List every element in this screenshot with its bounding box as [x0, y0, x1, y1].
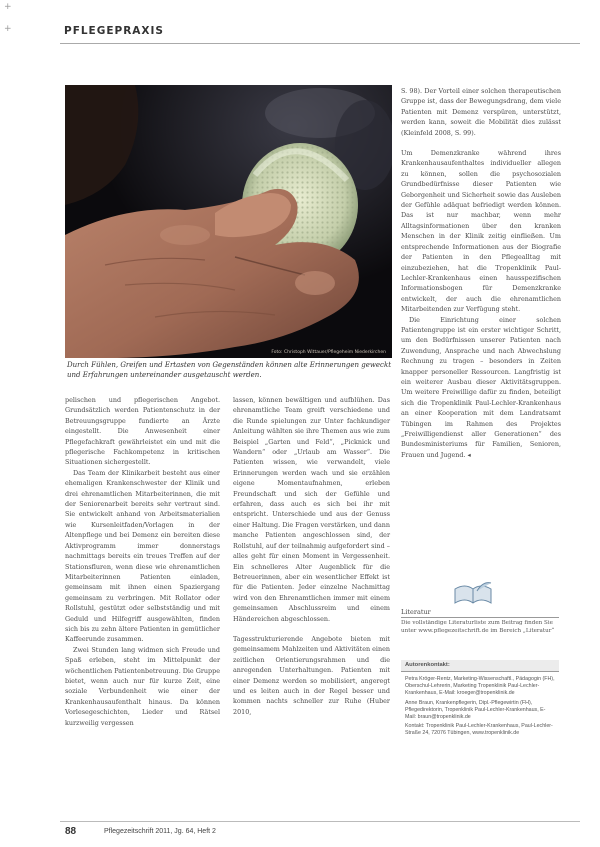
hand-holding-fruit-image	[65, 85, 392, 358]
registration-mark: +	[4, 2, 12, 12]
footer-rule	[60, 821, 580, 822]
section-title: PFLEGEPRAXIS	[64, 25, 164, 37]
article-photo	[65, 85, 392, 358]
open-book-icon	[451, 581, 495, 607]
paragraph: S. 98). Der Vorteil einer solchen therapeutischen Gruppe ist, dass der Bewegungsdrang, dem viele Patienten mit Demenz verspüren, unterstützt, werden kann, soweit die Mobilität dies zulässt (Kleinfeld 2008, S. 99).	[401, 87, 561, 137]
page-number: 88	[65, 826, 77, 837]
registration-mark: +	[4, 24, 12, 34]
contact-entry: Kontakt: Tropenklinik Paul-Lechler-Krankenhaus, Paul-Lechler-Straße 24, 72076 Tübingen, www.tropenklinik.de	[405, 723, 553, 737]
literature-text: Die vollständige Literaturliste zum Beitrag finden Sie unter www.pflegezeitschrift.de im Bereich „Literatur“	[401, 620, 555, 634]
body-column-middle	[233, 395, 390, 717]
contact-entry: Petra Kröger-Rentz, Marketing-Wissenschaftl., Pädagogin (FH), Oberschul-Lehrerin, Marketing Tropenklinik Paul-Lechler-Krankenhaus, E-Mail: kroeger@tropenklinik.de	[405, 676, 555, 697]
contact-title: Autorenkontakt:	[401, 660, 559, 671]
literature-title: Literatur	[401, 608, 431, 616]
author-contact-box	[401, 660, 559, 740]
paragraph: Um Demenzkranke während ihres Krankenhausaufenthaltes individueller allegen zu können, sollen die psychosozialen Grundbedürfnisse dieser Patienten wie Geborgenheit und Sicherheit sowie das Ausleben der Gefühle adäquat befriedigt werden können. Das ist nur machbar, wenn mehr Alltagsinformationen über den kranken Menschen in der Klinik zeitig einfließen. Um entsprechende Informationen aus der Biografie der Patienten in den Pflegealltag mit einzubeziehen, hat die Tropenklinik Paul-Lechler-Krankenhaus einen hausspezifischen Informationsbogen für Demenzkranke entwickelt, der auch die ehrenamtlichen Mitarbeitenden zur Verfügung steht.	[401, 149, 561, 314]
literature-box	[401, 581, 559, 647]
body-column-left	[65, 395, 220, 728]
header-rule	[60, 43, 580, 44]
body-column-right	[401, 86, 561, 460]
page-footer	[60, 826, 580, 840]
paragraph: Die Einrichtung einer solchen Patientengruppe ist ein erster wichtiger Schritt, um den Bedürfnissen unserer Patienten nach Zuwendung, Ansprache und nach Abwechslung Rechnung zu tragen – besonders in Zeiten knapper personeller Ressourcen. Langfristig ist ein weiterer Ausbau dieser Aktivitätsgruppen. Um weitere Freiwillige dafür zu finden, beteiligt sich die Tropenklinik Paul-Lechler-Krankenhaus an einer Kooperation mit dem Landratsamt Tübingen im Rahmen des Projektes „Freiwilligendienst aller Generationen“ des Bundesministeriums für Familien, Senioren, Frauen und Jugend. ◂	[401, 315, 561, 459]
paragraph: Zwei Stunden lang widmen sich Freude und Spaß erleben, steht im Mittelpunkt der wöchentlichen Patientenbetreuung. Die Gruppe bietet, wenn auch nur für kurze Zeit, eine soziale Verbundenheit wie einer der Krankenhausaufenthalt hinaus. Da können Vorlesegeschichten, Lieder und Rätsel kurzweilig vergessen	[65, 645, 220, 727]
paragraph: Das Team der Klinikarbeit besteht aus einer ehemaligen Krankenschwester der Klinik und drei ehrenamtlichen Mitarbeiterinnen, die mit der Seniorenarbeit bereits sehr vertraut sind. Sie entwickelt anhand von Arbeitsmaterialien wie Kursenleitfaden/Vorlagen in der Altenpflege und bei Demenz ein bereiten diese Aktivprogramm immer donnerstags nachmittags bereits ein treues Treffen auf der Stationsfluren, wenn diese wie ehrenamtlichen Mitarbeiterinnen Patienten einladen, gemeinsam mit ihnen einen Spaziergang gemeinsam zu verbringen. Mit Rollator oder Rollstuhl, gestützt oder selbstständig und mit Geduld und Hilfegriff ausgewählten, finden sich bis zu zehn ältere Patienten in gemütlicher Kaffeerunde zusammen.	[65, 468, 220, 644]
contact-entry: Anne Braun, Krankenpflegerin, Dipl.-Pflegewirtin (FH), Pflegedirektorin, Tropenklinik Paul-Lechler-Krankenhaus, E-Mail: braun@tropenklinik.de	[405, 699, 546, 721]
paragraph: lassen, können bewältigen und aufblühen. Das ehrenamtliche Team greift verschiedene und die Runde spielungen zur Unter fachkundiger Anleitung wählten sie ihre Themen aus wie zum Beispiel „Garten und Feld“, „Picknick und Wandern“ oder „Urlaub am Wasser“. Die Patienten wissen, wie verwandelt, viele Erinnerungen werden wach und sie erzählen eigene Momentaufnahmen, erleben Freundschaft und sich der Gefühle und erfahren, dass auch es sich bei ihr mit entspricht. Unterschiede und aus der Genuss einer Haltung. Die Fragen verstärken, und dann manche Patienten angeschlossen sind, der Rollstuhl, auf der teilnahmig aufgefordert sind – alles geht für einen Moment in Vergessenheit. Ein schnelleres Alter Augenblick für die Betreuerinnen, aber ein wesentlicher Effekt ist für die Patienten. Jeder einzelne Nachmittag wird von den Ehrenamtlichen immer mit einem gemeinsamen Abschlussreim und einem Händereichen abgeschlossen.	[233, 396, 390, 623]
divider	[401, 617, 559, 618]
journal-citation: Pflegezeitschrift 2011, Jg. 64, Heft 2	[104, 828, 216, 835]
paragraph: Tagesstrukturierende Angebote bieten mit gemeinsamem Mahlzeiten und Aktivitäten einen zeitlichen Orientierungsrahmen und die anregenden Unterhaltungen. Patienten mit einer Demenz werden so mobilisiert, angeregt und es leiten auch in der Regel besser und kommen nachts schneller zur Ruhe (Huber 2010,	[233, 634, 390, 716]
photo-credit: Foto: Christoph Wittauer/Pflegeheim Niederkirchen	[271, 350, 386, 355]
paragraph: pelischen und pflegerischen Angebot. Grundsätzlich werden Patientenschutz in der Betreuungsgruppe fundierte an Ärzte eingestellt. Die Anwesenheit einer Pflegefachkraft gewährleistet ein und mit die pflegerische Fachkompetenz in kritischen Situationen sichergestellt.	[65, 396, 220, 467]
page-header	[60, 20, 580, 48]
photo-caption: Durch Fühlen, Greifen und Ertasten von Gegenständen können alte Erinnerungen geweckt und Erfahrungen untereinander ausgetauscht werden.	[67, 361, 392, 379]
